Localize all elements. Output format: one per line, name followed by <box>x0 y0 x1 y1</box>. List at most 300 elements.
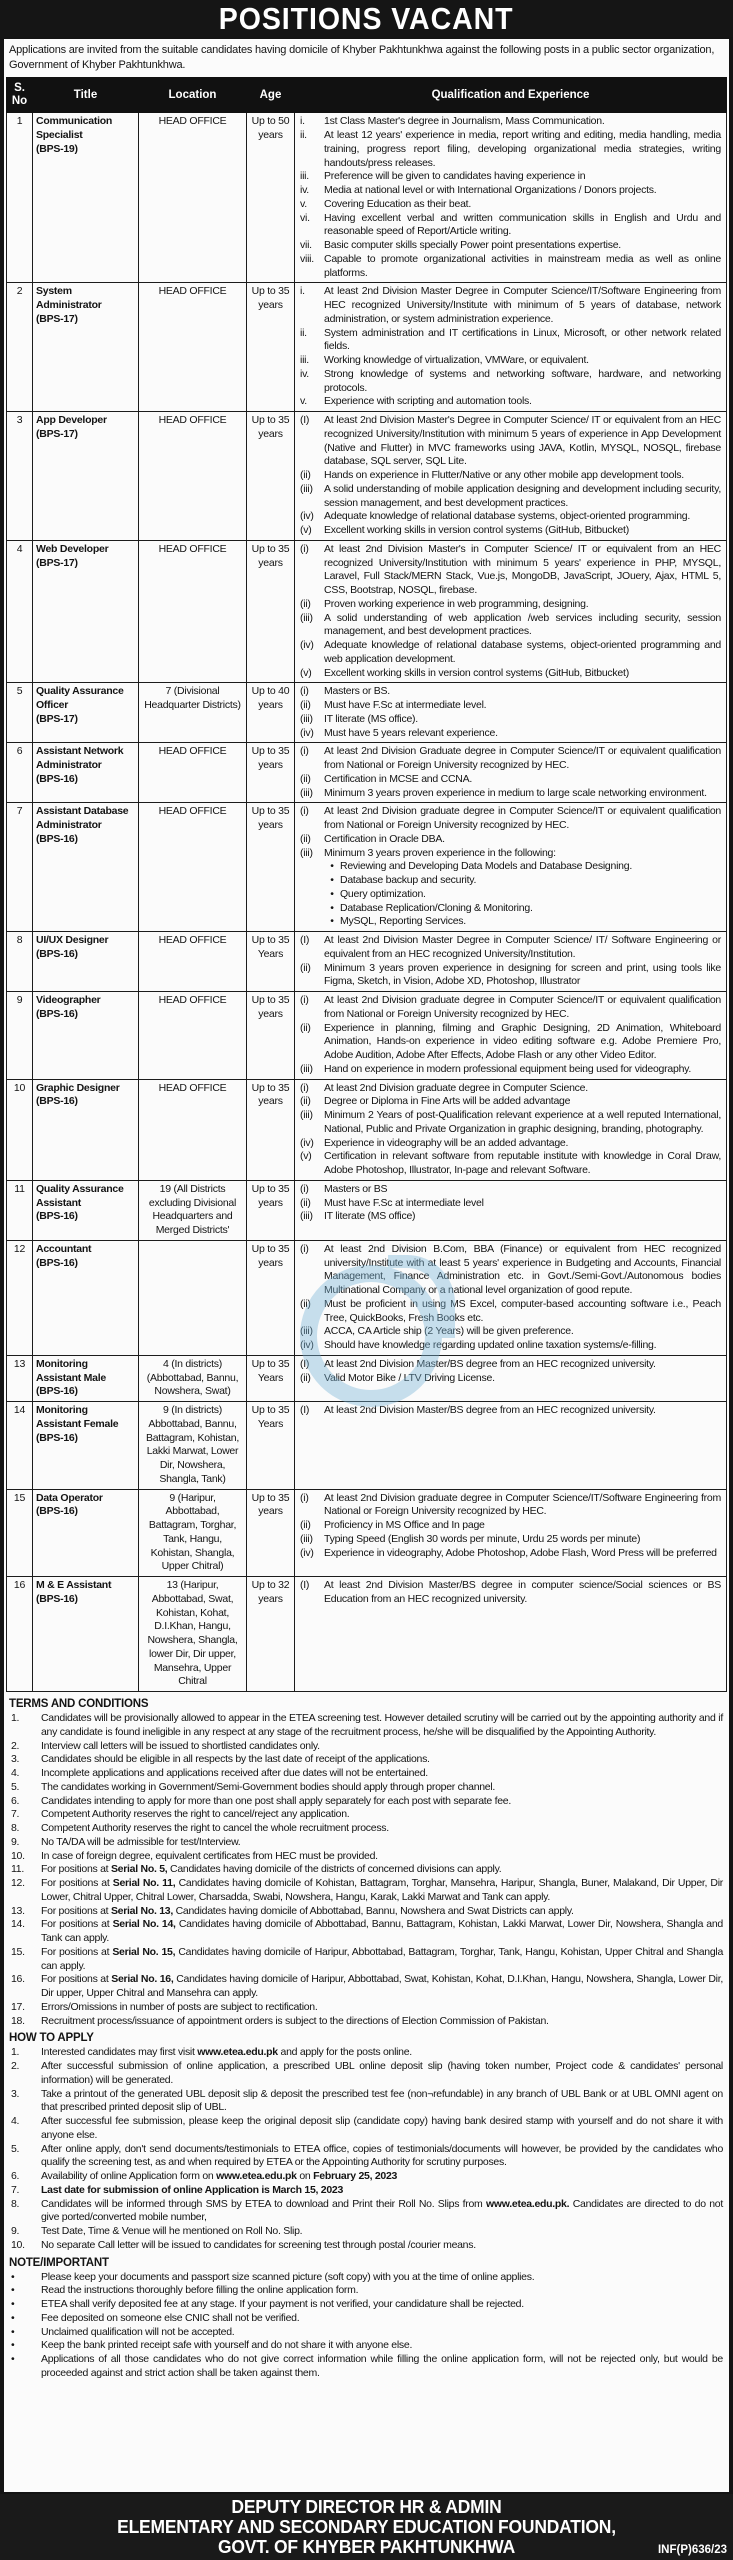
cell-age-limit: Up to 32 years <box>247 1577 295 1692</box>
post-bps-grade: (BPS-17) <box>36 312 78 325</box>
qualification-item <box>298 1210 723 1224</box>
list-item-text: Candidates will be provisionally allowed to appear in the ETEA screening test. However detailed scrutiny will be carried out by the appointing authority and if any candidate is found ineligible in any respect at any stage of the recruitment process, he/she will be disqualified by the Appointing Authority. <box>41 1712 723 1738</box>
post-title-text: Quality Assurance Assistant <box>36 1182 124 1209</box>
post-title-text: Assistant Network Administrator <box>36 745 124 772</box>
list-item-text: Last date for submission of online Application is March 15, 2023 <box>41 2183 344 2196</box>
page-title: POSITIONS VACANT <box>219 0 514 36</box>
list-item-text: Candidates will be informed through SMS by ETEA to download and Print their Roll No. Slips from www.etea.edu.pk. Candidates are directed to do not give ported/converted mobile number, <box>41 2197 723 2224</box>
note-item <box>9 2271 723 2285</box>
cell-location: HEAD OFFICE <box>139 992 247 1080</box>
terms-list <box>9 1712 723 2028</box>
cell-post-title <box>33 743 139 803</box>
terms-item <box>9 1753 723 1767</box>
qualification-item <box>298 1243 723 1298</box>
list-item-number: • <box>11 2270 15 2283</box>
qualification-item <box>298 934 723 962</box>
note-item <box>9 2326 723 2340</box>
item-text: Media at national level or with International Organizations / Donors projects. <box>324 184 657 197</box>
item-text: Capable to promote organizational activities in mainstream media as well as online platforms. <box>324 252 721 279</box>
post-title-text: UI/UX Designer <box>36 934 109 947</box>
item-text: Excellent working skills in version control systems (GitHub, Bitbucket) <box>324 666 629 679</box>
cell-serial-no: 1 <box>7 113 33 283</box>
qualification-item <box>298 1579 723 1607</box>
cell-age-limit: Up to 40 years <box>247 683 295 743</box>
qualification-sub-bullet <box>298 915 723 929</box>
cell-location: HEAD OFFICE <box>139 283 247 412</box>
qualification-item <box>298 639 723 667</box>
qualification-item <box>298 833 723 847</box>
note-important-heading: NOTE/IMPORTANT <box>9 2256 109 2269</box>
cell-age-limit: Up to 35 years <box>247 1489 295 1577</box>
item-text: Proven working experience in web programming, designing. <box>324 597 589 610</box>
list-item-text: After successful submission of online application, a prescribed UBL online deposit slip (having token number, Project code & candidates' personal information) will be generated. <box>41 2060 723 2086</box>
item-marker: (iv) <box>300 510 314 523</box>
qualification-item <box>298 1197 723 1211</box>
cell-qualification <box>295 743 727 803</box>
cell-post-title <box>33 1180 139 1240</box>
qualification-item <box>298 1022 723 1063</box>
list-item-text: For positions at Serial No. 13, Candidates having domicile of Abbottabad, Bannu, Nowshera and Swat Districts can apply. <box>41 1904 574 1917</box>
table-row <box>7 1180 727 1240</box>
item-marker: (ii) <box>300 1021 311 1034</box>
qualification-item <box>298 962 723 990</box>
terms-item <box>9 1795 723 1809</box>
qualification-item <box>298 354 723 368</box>
cell-qualification <box>295 1489 727 1577</box>
list-item-number: 2. <box>11 1739 20 1752</box>
terms-item <box>9 1836 723 1850</box>
item-marker: (ii) <box>300 469 311 482</box>
item-marker: ii. <box>300 326 307 339</box>
cell-location: HEAD OFFICE <box>139 1079 247 1180</box>
cell-age-limit: Up to 35 years <box>247 412 295 541</box>
cell-age-limit: Up to 35 Years <box>247 932 295 992</box>
cell-serial-no: 4 <box>7 540 33 683</box>
table-row <box>7 1577 727 1692</box>
table-row <box>7 283 727 412</box>
list-item-text: In case of foreign degree, equivalent certificates from HEC must be provided. <box>41 1849 378 1862</box>
item-marker: • <box>330 901 334 914</box>
table-row <box>7 113 727 283</box>
column-header-0: S. No <box>7 78 33 113</box>
list-item-text: After successful fee submission, please keep the original deposit slip (candidate copy) having bank desired stamp with yourself and do not share it with anyone else. <box>41 2115 723 2141</box>
cell-qualification <box>295 283 727 412</box>
list-item-number: 3. <box>11 2087 20 2100</box>
post-bps-grade: (BPS-17) <box>36 712 78 725</box>
qualification-item <box>298 543 723 598</box>
positions-table <box>6 77 727 1692</box>
qualification-item <box>298 773 723 787</box>
cell-serial-no: 16 <box>7 1577 33 1692</box>
item-marker: (iii) <box>300 712 313 725</box>
cell-qualification <box>295 683 727 743</box>
note-item <box>9 2312 723 2326</box>
item-marker: (i) <box>300 1182 309 1195</box>
item-text: Hand on experience in modern professional equipment being used for videography. <box>324 1062 692 1075</box>
cell-qualification <box>295 1240 727 1355</box>
item-marker: (v) <box>300 1150 312 1163</box>
list-item-text: Fee deposited on someone else CNIC shall not be verified. <box>41 2311 300 2324</box>
post-bps-grade: (BPS-17) <box>36 556 78 569</box>
note-item <box>9 2298 723 2312</box>
qualification-item <box>298 598 723 612</box>
cell-age-limit: Up to 35 years <box>247 1240 295 1355</box>
item-text: At least 2nd Division B.Com, BBA (Finance) or equivalent from HEC recognized university/Institute with at least 5 years' experience in Budgeting and Accounts, Financial Management, Finance Administration etc. in Govt./Semi-Govt./Autonomous bodies Multinational Company or a national level organization of good repute. <box>324 1242 721 1297</box>
item-marker: (i) <box>300 994 309 1007</box>
qualification-item <box>298 414 723 469</box>
list-item-number: 12. <box>11 1877 25 1890</box>
item-marker: (i) <box>300 1242 309 1255</box>
cell-age-limit: Up to 35 Years <box>247 1355 295 1401</box>
note-important-list <box>9 2271 723 2381</box>
list-item-text: Please keep your documents and passport size scanned picture (soft copy) with you at the time of online applies. <box>41 2270 535 2283</box>
cell-post-title <box>33 683 139 743</box>
cell-qualification <box>295 932 727 992</box>
cell-age-limit: Up to 35 years <box>247 992 295 1080</box>
item-text: Working knowledge of virtualization, VMWare, or equivalent. <box>324 354 589 367</box>
footer-line-1: DEPUTY DIRECTOR HR & ADMIN <box>231 2497 502 2517</box>
cell-serial-no: 10 <box>7 1079 33 1180</box>
item-marker: iv. <box>300 184 309 197</box>
item-text: Certification in relevant software from reputable institute with knowledge in Coral Draw, Adobe Photoshop, Illustrator, In-page and relevant Software. <box>324 1150 721 1177</box>
qualification-item <box>298 1519 723 1533</box>
qualification-item <box>298 1150 723 1178</box>
item-marker: (iii) <box>300 786 313 799</box>
cell-post-title <box>33 992 139 1080</box>
item-marker: (i) <box>300 542 309 555</box>
list-item-number: 18. <box>11 2014 25 2027</box>
cell-location: 9 (Haripur, Abbottabad, Battagram, Torghar, Tank, Hangu, Kohistan, Shangla, Upper Chitral) <box>139 1489 247 1577</box>
post-title-text: Data Operator <box>36 1491 103 1504</box>
item-marker: (i) <box>300 1081 309 1094</box>
list-item-text: Interested candidates may first visit www.etea.edu.pk and apply for the posts online. <box>41 2046 412 2059</box>
item-text: Strong knowledge of systems and networking software, hardware, and networking protocols. <box>324 367 721 394</box>
list-item-number: 9. <box>11 1835 20 1848</box>
qualification-item <box>298 170 723 184</box>
item-marker: (ii) <box>300 832 311 845</box>
list-item-text: Test Date, Time & Venue will he mentioned on Roll No. Slip. <box>41 2225 303 2238</box>
qualification-item <box>298 524 723 538</box>
terms-item <box>9 1973 723 2001</box>
item-marker: i. <box>300 115 305 128</box>
list-item-text: Candidates intending to apply for more than one post shall apply separately for each post with separate fee. <box>41 1794 511 1807</box>
post-title-text: Videographer <box>36 994 101 1007</box>
cell-qualification <box>295 1079 727 1180</box>
cell-location: 4 (In districts) (Abbottabad, Bannu, Nowshera, Swat) <box>139 1355 247 1401</box>
terms-heading: TERMS AND CONDITIONS <box>9 1698 149 1711</box>
table-row <box>7 1240 727 1355</box>
item-marker: (i) <box>300 745 309 758</box>
column-header-2: Location <box>139 78 247 113</box>
qualification-item <box>298 745 723 773</box>
item-marker: iv. <box>300 367 309 380</box>
list-item-number: • <box>11 2284 15 2297</box>
list-item-number: 13. <box>11 1904 25 1917</box>
post-bps-grade: (BPS-16) <box>36 1431 78 1444</box>
item-text: Minimum 3 years proven experience in designing for screen and print, using tools like Figma, Sketch, in Vision, Adobe XD, Photoshop, Illustrator <box>324 961 721 988</box>
list-item-text: After online apply, don't send documents/testimonials to ETEA office, copies of testimonials/documents will however, be provided by the candidates who qualify the screening test, as and when required by ETEA or the Appointing Authority for scrutiny purposes. <box>41 2142 723 2169</box>
item-text: Minimum 2 Years of post-Qualification relevant experience at a well reputed International, National, Public and Private Organization in graphic designing, branding, photography. <box>324 1109 721 1135</box>
qualification-item <box>298 1082 723 1096</box>
cell-qualification <box>295 540 727 683</box>
cell-location: 7 (Divisional Headquarter Districts) <box>139 683 247 743</box>
qualification-item <box>298 1109 723 1137</box>
item-marker: (iv) <box>300 1136 314 1149</box>
list-item-number: 14. <box>11 1918 25 1931</box>
item-text: Certification in MCSE and CCNA. <box>324 772 473 785</box>
qualification-item <box>298 395 723 409</box>
post-title-text: Web Developer <box>36 542 109 555</box>
list-item-number: 9. <box>11 2225 20 2238</box>
list-item-number: 6. <box>11 1794 20 1807</box>
cell-age-limit: Up to 35 Years <box>247 1402 295 1490</box>
cell-age-limit: Up to 35 years <box>247 1079 295 1180</box>
table-row <box>7 1355 727 1401</box>
item-text: Must have 5 years relevant experience. <box>324 726 498 739</box>
item-marker: (iv) <box>300 1546 314 1559</box>
cell-location: 19 (All Districts excluding Divisional Headquarters and Merged Districts' <box>139 1180 247 1240</box>
terms-item <box>9 1918 723 1946</box>
cell-serial-no: 8 <box>7 932 33 992</box>
post-bps-grade: (BPS-17) <box>36 427 78 440</box>
qualification-item <box>298 685 723 699</box>
list-item-number: • <box>11 2339 15 2352</box>
item-text: At least 2nd Division Master's Degree in Computer Science/ IT or equivalent from an HEC recognized University/Institution with minimum 5 years of experience in App Development (Native and Flutter) in MVC frameworks using JAVA, Kotlin, MYSQL, NOSQL, firebase database, SQL server, SQL Lite. <box>324 414 721 468</box>
list-item-number: 7. <box>11 1808 20 1821</box>
list-item-text: ETEA shall verify deposited fee at any stage. If your payment is not verified, your candidature shall be rejected. <box>41 2298 524 2311</box>
cell-serial-no: 12 <box>7 1240 33 1355</box>
terms-item <box>9 2015 723 2029</box>
item-text: Experience in videography, Adobe Photoshop, Adobe Flash, Word Press will be preferred <box>324 1546 717 1559</box>
note-item <box>9 2339 723 2353</box>
cell-location: HEAD OFFICE <box>139 540 247 683</box>
post-title-text: Graphic Designer <box>36 1081 120 1094</box>
cell-age-limit: Up to 35 years <box>247 743 295 803</box>
terms-item <box>9 1822 723 1836</box>
cell-age-limit: Up to 35 years <box>247 803 295 932</box>
list-item-number: 10. <box>11 2238 25 2251</box>
post-title-text: System Administrator <box>36 285 102 312</box>
item-text: Adequate knowledge of relational database systems, object-oriented programming. <box>324 510 691 523</box>
terms-item <box>9 1740 723 1754</box>
qualification-item <box>298 1372 723 1386</box>
lower-sections <box>4 1692 729 2380</box>
item-text: Valid Motor Bike / LTV Driving License. <box>324 1371 495 1384</box>
qualification-sub-bullet <box>298 888 723 902</box>
list-item-number: • <box>11 2298 15 2311</box>
column-header-3: Age <box>247 78 295 113</box>
footer-line-2: ELEMENTARY AND SECONDARY EDUCATION FOUNDATION, <box>117 2517 616 2537</box>
list-item-number: • <box>11 2311 15 2324</box>
cell-post-title <box>33 113 139 283</box>
item-text: Minimum 3 years proven experience in medium to large scale networking environment. <box>324 786 707 799</box>
qualification-item <box>298 994 723 1022</box>
post-bps-grade: (BPS-16) <box>36 1592 78 1605</box>
item-text: Certification in Oracle DBA. <box>324 832 445 845</box>
terms-item <box>9 1808 723 1822</box>
item-marker: v. <box>300 395 307 408</box>
list-item-text: For positions at Serial No. 11, Candidates having domicile of Kohistan, Battagram, Torghar, Mansehra, Haripur, Shangla, Buner, Malakand, Dir Upper, Dir Lower, Chitral Upper, Chitral Lower, Charsadda, Swabi, Nowshera, Hangu, Karak, Lakki Marwat and Tank can apply. <box>41 1877 723 1903</box>
cell-post-title <box>33 283 139 412</box>
qualification-item <box>298 129 723 170</box>
item-marker: vi. <box>300 211 310 224</box>
list-item-text: For positions at Serial No. 15, Candidates having domicile of Haripur, Abbottabad, Battagram, Torghar, Tank, Hangu, Kohistan, Upper Chitral and Shangla can apply. <box>41 1945 723 1972</box>
qualification-item <box>298 1404 723 1418</box>
cell-serial-no: 6 <box>7 743 33 803</box>
cell-serial-no: 15 <box>7 1489 33 1577</box>
cell-post-title <box>33 1402 139 1490</box>
terms-item <box>9 1863 723 1877</box>
post-title-text: M & E Assistant <box>36 1579 112 1592</box>
list-item-number: 7. <box>11 2183 20 2196</box>
list-item-number: 3. <box>11 1753 20 1766</box>
cell-qualification <box>295 1577 727 1692</box>
item-text: MySQL, Reporting Services. <box>340 915 466 928</box>
qualification-sub-bullet <box>298 860 723 874</box>
item-marker: (v) <box>300 666 312 679</box>
item-marker: viii. <box>300 252 314 265</box>
list-item-text: Recruitment process/issuance of appointment orders is subject to the directions of Election Commission of Pakistan. <box>41 2014 549 2027</box>
post-bps-grade: (BPS-16) <box>36 772 78 785</box>
qualification-item <box>298 1492 723 1520</box>
item-marker: (ii) <box>300 772 311 785</box>
item-text: Experience in planning, filming and Graphic Designing, 2D Animation, Whiteboard Animation, Hands-on experience in video editing software e.g. Adobe Premiere Pro, Adobe Audition, Adobe After Effects, Adobe Flash or any other Video Editor. <box>324 1021 721 1062</box>
how-to-apply-item <box>9 2184 723 2198</box>
how-to-apply-item <box>9 2239 723 2253</box>
list-item-text: For positions at Serial No. 16, Candidates having domicile of Haripur, Abbottabad, Swat, Kohistan, Kohat, D.I.Khan, Hangu, Nowshera, Shangla, Lower Dir, Dir upper, Upper Chitral and Mansehra can apply. <box>41 1973 724 2000</box>
item-text: A solid understanding of web application /web services including security, session management, and best development practices. <box>324 611 721 638</box>
post-bps-grade: (BPS-16) <box>36 1505 78 1518</box>
cell-qualification <box>295 1402 727 1490</box>
how-to-apply-heading: HOW TO APPLY <box>9 2032 94 2045</box>
list-item-text: Unclaimed qualification will not be accepted. <box>41 2325 235 2338</box>
cell-post-title <box>33 1240 139 1355</box>
list-item-number: 16. <box>11 1973 25 1986</box>
cell-serial-no: 14 <box>7 1402 33 1490</box>
list-item-text: Keep the bank printed receipt safe with yourself and do not share it with anyone else. <box>41 2339 413 2352</box>
table-row <box>7 1079 727 1180</box>
qualification-item <box>298 1095 723 1109</box>
qualification-item <box>298 239 723 253</box>
list-item-number: • <box>11 2325 15 2338</box>
how-to-apply-item <box>9 2170 723 2184</box>
item-text: Typing Speed (English 30 words per minute, Urdu 25 words per minute) <box>324 1532 641 1545</box>
item-text: Query optimization. <box>340 887 426 900</box>
item-text: IT literate (MS office) <box>324 1210 416 1223</box>
signature-footer <box>0 2494 733 2560</box>
item-marker: (ii) <box>300 597 311 610</box>
how-to-apply-item <box>9 2143 723 2171</box>
list-item-text: Availability of online Application form on www.etea.edu.pk on February 25, 2023 <box>41 2170 398 2183</box>
item-text: Must have F.Sc at intermediate level <box>324 1196 484 1209</box>
terms-item <box>9 1850 723 1864</box>
cell-post-title <box>33 1355 139 1401</box>
list-item-text: Take a printout of the generated UBL deposit slip & deposit the prescribed test fee (non¬refundable) in any branch of UBL Bank or at UBL OMNI agent on that prescribed printed deposit slip of UBL. <box>41 2087 723 2114</box>
qualification-item <box>298 727 723 741</box>
item-text: Minimum 3 years proven experience in the following: <box>324 846 556 859</box>
cell-location: HEAD OFFICE <box>139 803 247 932</box>
table-header <box>7 78 727 113</box>
table-row <box>7 932 727 992</box>
qualification-item <box>298 699 723 713</box>
item-marker: • <box>330 915 334 928</box>
table-row <box>7 743 727 803</box>
cell-serial-no: 7 <box>7 803 33 932</box>
post-bps-grade: (BPS-16) <box>36 1210 78 1223</box>
cell-qualification <box>295 803 727 932</box>
list-item-text: Incomplete applications and applications received after due dates will not be entertained. <box>41 1767 428 1780</box>
table-row <box>7 683 727 743</box>
item-text: Must have F.Sc at intermediate level. <box>324 699 487 712</box>
item-text: Having excellent verbal and written communication skills in English and Urdu and reasonable speed of Report/Article writing. <box>324 211 721 238</box>
intro-text: Applications are invited from the suitable candidates having domicile of Khyber Pakhtunkhwa against the following posts in a public sector organization, Government of Khyber Pakhtunkhwa. <box>9 44 715 71</box>
table-row <box>7 540 727 683</box>
item-marker: ii. <box>300 129 307 142</box>
item-marker: iii. <box>300 170 309 183</box>
list-item-number: 17. <box>11 2000 25 2013</box>
item-marker: (iv) <box>300 726 314 739</box>
qualification-item <box>298 469 723 483</box>
list-item-number: 5. <box>11 2142 20 2155</box>
item-text: Database Replication/Cloning & Monitoring. <box>340 901 533 914</box>
qualification-item <box>298 1325 723 1339</box>
advert-ref-number: INF(P)636/23 <box>657 2544 727 2556</box>
qualification-sub-bullet <box>298 902 723 916</box>
item-marker: (iii) <box>300 1109 313 1122</box>
cell-serial-no: 11 <box>7 1180 33 1240</box>
item-marker: (I) <box>300 414 310 427</box>
item-marker: (ii) <box>300 1095 311 1108</box>
list-item-number: 4. <box>11 1767 20 1780</box>
item-marker: (v) <box>300 524 312 537</box>
cell-qualification <box>295 113 727 283</box>
item-text: Should have knowledge regarding updated online taxation systems/e-filling. <box>324 1339 657 1352</box>
item-marker: iii. <box>300 354 309 367</box>
note-item <box>9 2353 723 2381</box>
qualification-item <box>298 327 723 355</box>
list-item-text: For positions at Serial No. 5, Candidates having domicile of the districts of concerned divisions can apply. <box>41 1863 502 1876</box>
item-marker: (iii) <box>300 846 313 859</box>
cell-serial-no: 2 <box>7 283 33 412</box>
item-marker: (ii) <box>300 961 311 974</box>
item-marker: (ii) <box>300 699 311 712</box>
qualification-item <box>298 184 723 198</box>
item-marker: (ii) <box>300 1196 311 1209</box>
page-title-bar <box>0 0 733 37</box>
item-marker: vii. <box>300 239 312 252</box>
item-marker: (ii) <box>300 1371 311 1384</box>
cell-serial-no: 9 <box>7 992 33 1080</box>
item-text: At least 2nd Division graduate degree in Computer Science/IT or equivalent qualification from National or Foreign University recognized by HEC. <box>324 805 721 832</box>
post-title-text: Accountant <box>36 1242 92 1255</box>
item-text: Degree or Diploma in Fine Arts will be added advantage <box>324 1095 571 1108</box>
cell-serial-no: 5 <box>7 683 33 743</box>
item-marker: (ii) <box>300 1519 311 1532</box>
qualification-item <box>298 1137 723 1151</box>
cell-post-title <box>33 803 139 932</box>
list-item-number: 15. <box>11 1945 25 1958</box>
list-item-text: Competent Authority reserves the right to cancel the whole recruitment process. <box>41 1822 389 1835</box>
item-marker: • <box>330 860 334 873</box>
terms-item <box>9 1712 723 1740</box>
post-bps-grade: (BPS-16) <box>36 947 78 960</box>
cell-age-limit: Up to 35 years <box>247 283 295 412</box>
list-item-number: 6. <box>11 2170 20 2183</box>
qualification-item <box>298 1533 723 1547</box>
item-text: ACCA, CA Article ship (2 Years) will be given preference. <box>324 1325 574 1338</box>
qualification-item <box>298 198 723 212</box>
item-text: At least 2nd Division graduate degree in Computer Science. <box>324 1081 588 1094</box>
